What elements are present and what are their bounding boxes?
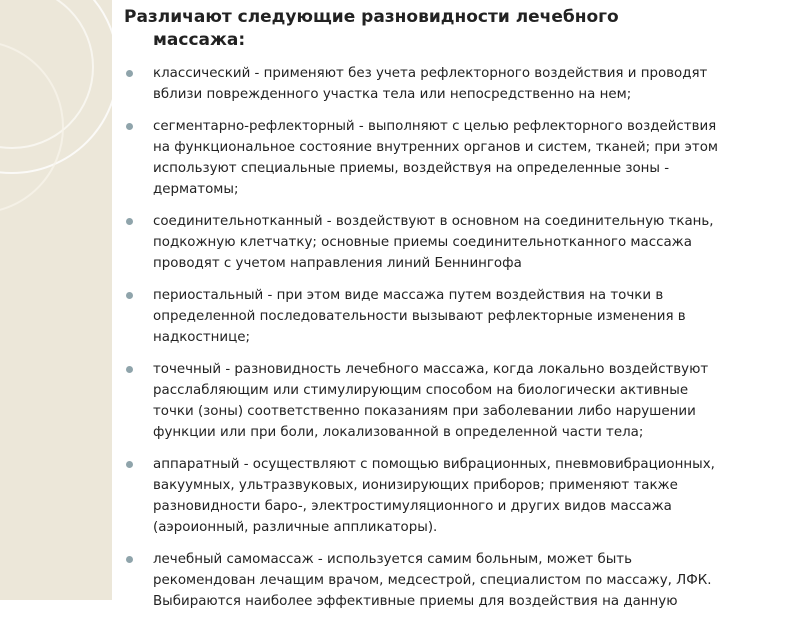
list-item-line: точечный - разновидность лечебного массажа, когда локально воздействуют xyxy=(153,362,709,377)
list-item xyxy=(112,211,772,274)
list-item-line: функции или при боли, локализованной в определенной части тела; xyxy=(153,425,644,440)
list-item xyxy=(112,359,772,443)
list-item-line: рекомендован лечащим врачом, медсестрой, специалистом по массажу, ЛФК. xyxy=(153,573,712,588)
list-item-line: расслабляющим или стимулирующим способом на биологически активные xyxy=(153,383,689,398)
massage-types-list xyxy=(112,63,772,623)
list-item xyxy=(112,285,772,348)
list-item-line: (аэроионный, различные аппликаторы). xyxy=(153,520,438,535)
list-item-line: аппаратный - осуществляют с помощью вибрационных, пневмовибрационных, xyxy=(153,457,715,472)
list-item-line: вакуумных, ультразвуковых, ионизирующих приборов; применяют также xyxy=(153,478,678,493)
list-item-line: дерматомы; xyxy=(153,182,239,197)
slide-content xyxy=(112,0,800,609)
list-item xyxy=(112,116,772,200)
slide-title xyxy=(124,6,764,52)
decorative-side-panel xyxy=(0,0,112,600)
bullet-icon xyxy=(126,70,133,77)
bullet-icon xyxy=(126,366,133,373)
bullet-icon xyxy=(126,556,133,563)
bullet-icon xyxy=(126,218,133,225)
bullet-icon xyxy=(126,292,133,299)
list-item-line: определенной последовательности вызывают рефлекторные изменения в xyxy=(153,309,686,324)
list-item xyxy=(112,454,772,538)
bullet-icon xyxy=(126,461,133,468)
list-item-line: сегментарно-рефлекторный - выполняют с целью рефлекторного воздействия xyxy=(153,119,717,134)
slide-title-line: Различают следующие разновидности лечебного xyxy=(124,7,619,27)
list-item-line: вблизи поврежденного участка тела или непосредственно на нем; xyxy=(153,87,632,102)
list-item-line: лечебный самомассаж - используется самим больным, может быть xyxy=(153,552,632,567)
list-item-line: подкожную клетчатку; основные приемы соединительнотканного массажа xyxy=(153,235,692,250)
list-item xyxy=(112,549,772,612)
list-item-line: соединительнотканный - воздействуют в основном на соединительную ткань, xyxy=(153,214,714,229)
list-item-line: классический - применяют без учета рефлекторного воздействия и проводят xyxy=(153,66,708,81)
list-item-line: используют специальные приемы, воздействуя на определенные зоны - xyxy=(153,161,670,176)
list-item-line: на функциональное состояние внутренних органов и систем, тканей; при этом xyxy=(153,140,719,155)
list-item-line: проводят с учетом направления линий Беннингофа xyxy=(153,256,522,271)
list-item-line: периостальный - при этом виде массажа путем воздействия на точки в xyxy=(153,288,664,303)
slide-title-line: массажа: xyxy=(153,30,246,50)
list-item-line: разновидности баро-, электростимуляционного и других видов массажа xyxy=(153,499,672,514)
list-item-line: точки (зоны) соответственно показаниям при заболевании либо нарушении xyxy=(153,404,696,419)
list-item-line: надкостнице; xyxy=(153,330,250,345)
list-item-line: Выбираются наиболее эффективные приемы для воздействия на данную xyxy=(153,594,678,609)
list-item xyxy=(112,63,772,105)
bullet-icon xyxy=(126,123,133,130)
